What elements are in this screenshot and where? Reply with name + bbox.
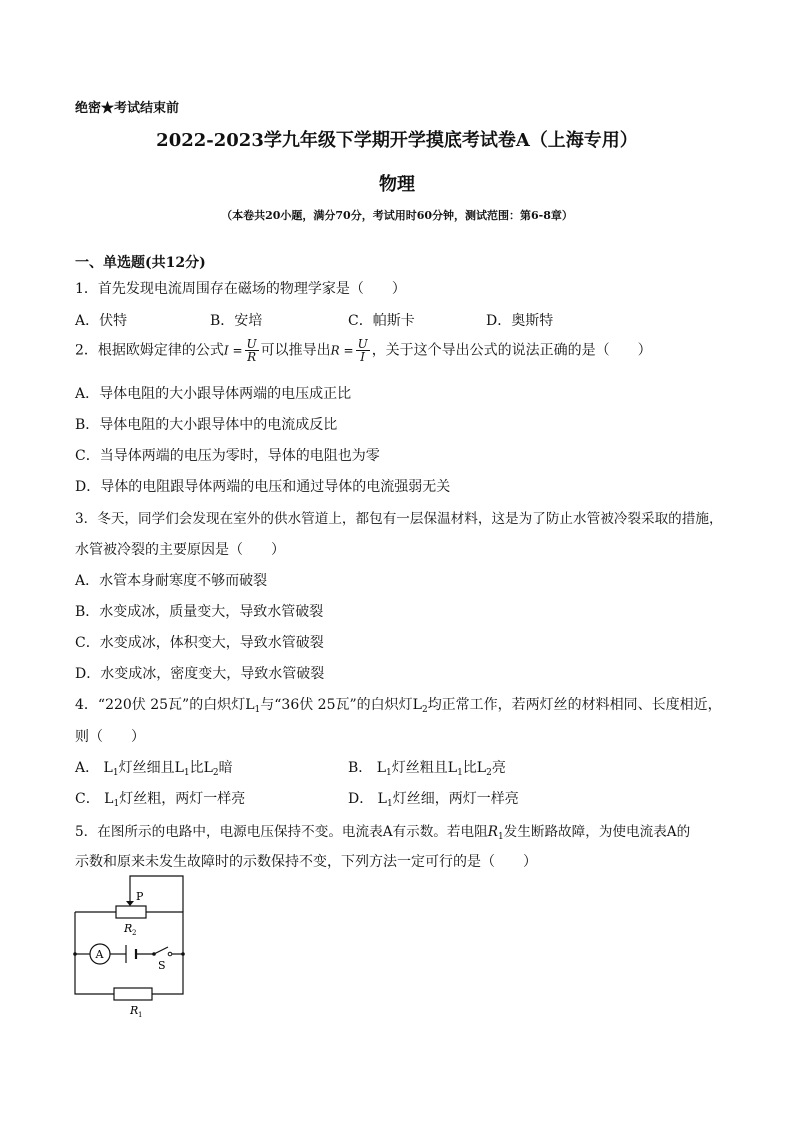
q5-stem-b: 发生断路故障，为使电流表A的 xyxy=(503,824,691,840)
q4-option-b-sub: 2 xyxy=(486,768,492,778)
q4-option-a xyxy=(75,757,233,778)
q3-option-b: B．水变成冰，质量变大，导致水管破裂 xyxy=(75,604,324,620)
label-r1: R xyxy=(130,1004,139,1017)
q4-stem-a: 4．“220伏 25瓦”的白炽灯L xyxy=(75,697,255,713)
q4-stem-line2: 则（ ） xyxy=(75,729,145,745)
q4-option-c-part: C． L xyxy=(75,791,114,807)
q4-option-b-part: 灯丝粗且L xyxy=(391,760,458,776)
q1-stem: 1．首先发现电流周围存在磁场的物理学家是（ ） xyxy=(75,281,406,297)
q5-stem-line2: 示数和原来未发生故障时的示数保持不变，下列方法一定可行的是（ ） xyxy=(75,854,537,870)
q4-option-d-part: 灯丝细，两灯一样亮 xyxy=(392,791,519,807)
q4-option-b-sub: 1 xyxy=(457,768,463,778)
q3-stem-line2: 水管被冷裂的主要原因是（ ） xyxy=(75,542,285,558)
label-r1-sub: 1 xyxy=(138,1011,143,1019)
junction-dot xyxy=(181,952,185,956)
q3-option-c: C．水变成冰，体积变大，导致水管破裂 xyxy=(75,635,324,651)
q4-option-a-part: 灯丝细且L xyxy=(118,760,184,776)
q1-option-a: A．伏特 xyxy=(75,313,128,329)
confidential-mark: 绝密★考试结束前 xyxy=(75,101,180,116)
q1-option-b: B．安培 xyxy=(210,313,263,329)
q2-option-d: D．导体的电阻跟导体两端的电压和通过导体的电流强弱无关 xyxy=(75,479,451,495)
q4-option-a-part: A． L xyxy=(75,760,113,776)
q5-stem-line1 xyxy=(75,820,690,842)
q4-stem-c: 均正常工作，若两灯丝的材料相同、长度相近， xyxy=(427,697,722,713)
label-r2-sub: 2 xyxy=(132,929,137,937)
circuit-diagram xyxy=(70,872,195,1022)
switch-contact xyxy=(168,952,172,956)
q2-stem xyxy=(75,338,652,363)
q3-option-d: D．水变成冰，密度变大，导致水管破裂 xyxy=(75,666,325,682)
q4-sub1: 1 xyxy=(254,705,261,715)
q2-formula1-lhs: I = xyxy=(223,343,243,358)
q2-stem-a: 2．根据欧姆定律的公式 xyxy=(75,342,224,359)
wire-right-bottom xyxy=(152,954,183,994)
q4-option-a-part: 暗 xyxy=(218,760,233,776)
resistor-r1 xyxy=(114,988,152,1000)
q4-option-a-sub: 1 xyxy=(112,768,119,778)
section-title: 一、单选题(共12分) xyxy=(75,255,206,271)
q4-option-a-part: 比L xyxy=(189,760,213,776)
q4-option-a-sub: 2 xyxy=(212,768,219,778)
exam-info: （本卷共20小题，满分70分，考试用时60分钟，测试范围：第6-8章） xyxy=(221,209,573,222)
q5-stem-a: 5．在图所示的电路中，电源电压保持不变。电流表A有示数。若电阻 xyxy=(75,824,488,840)
q5-r1: R xyxy=(487,824,498,840)
q2-formula1-num: U xyxy=(246,337,257,351)
q2-stem-b: 可以推导出 xyxy=(260,342,331,359)
q2-formula1-fraction xyxy=(245,338,259,363)
junction-dot xyxy=(73,952,77,956)
label-s: S xyxy=(158,959,166,972)
exam-title: 2022-2023学九年级下学期开学摸底考试卷A（上海专用） xyxy=(156,130,638,151)
q4-option-c xyxy=(75,788,245,809)
q1-option-d: D．奥斯特 xyxy=(486,313,554,329)
q2-stem-c: ，关于这个导出公式的说法正确的是（ ） xyxy=(371,342,652,359)
slider-arrow xyxy=(126,901,134,906)
q2-formula1-den: R xyxy=(247,350,257,364)
wire-top-right xyxy=(146,912,183,954)
q4-stem-line1 xyxy=(75,694,722,715)
q4-option-d-sub: 1 xyxy=(386,799,393,809)
q4-option-b-part: 亮 xyxy=(491,760,506,776)
q3-stem-line1: 3．冬天，同学们会发现在室外的供水管道上，都包有一层保温材料，这是为了防止水管被冷裂采取的措施， xyxy=(75,511,723,527)
q2-formula2-fraction xyxy=(356,338,370,363)
q5-r1-sub: 1 xyxy=(497,832,504,842)
resistor-r2 xyxy=(116,906,146,918)
q4-option-b-sub: 1 xyxy=(386,768,392,778)
q2-option-c: C．当导体两端的电压为零时，导体的电阻也为零 xyxy=(75,448,380,464)
q4-option-b-part: 比L xyxy=(462,760,487,776)
q2-formula2-num: U xyxy=(357,337,368,351)
q4-option-d-part: D． L xyxy=(348,791,387,807)
q1-option-c: C．帕斯卡 xyxy=(348,313,415,329)
exam-subject: 物理 xyxy=(379,174,415,195)
q4-option-a-sub: 1 xyxy=(183,768,190,778)
label-a: A xyxy=(95,948,104,961)
q4-option-b-part: B． L xyxy=(348,760,387,776)
q2-formula2-den: I xyxy=(360,350,365,364)
q4-option-c-sub: 1 xyxy=(113,799,120,809)
q4-option-b xyxy=(348,757,506,778)
q2-formula2-lhs: R = xyxy=(330,343,354,358)
q4-sub2: 2 xyxy=(421,705,428,715)
q2-option-b: B．导体电阻的大小跟导体中的电流成反比 xyxy=(75,417,338,433)
label-r2: R xyxy=(124,922,133,935)
label-p: P xyxy=(136,890,144,903)
q2-option-a: A．导体电阻的大小跟导体两端的电压成正比 xyxy=(75,386,352,402)
q4-option-d xyxy=(348,788,519,809)
q4-option-c-part: 灯丝粗，两灯一样亮 xyxy=(119,791,246,807)
switch-contact xyxy=(152,952,156,956)
q4-stem-b: 与“36伏 25瓦”的白炽灯L xyxy=(260,697,422,713)
q3-option-a: A．水管本身耐寒度不够而破裂 xyxy=(75,573,268,589)
switch-blade xyxy=(154,947,168,954)
